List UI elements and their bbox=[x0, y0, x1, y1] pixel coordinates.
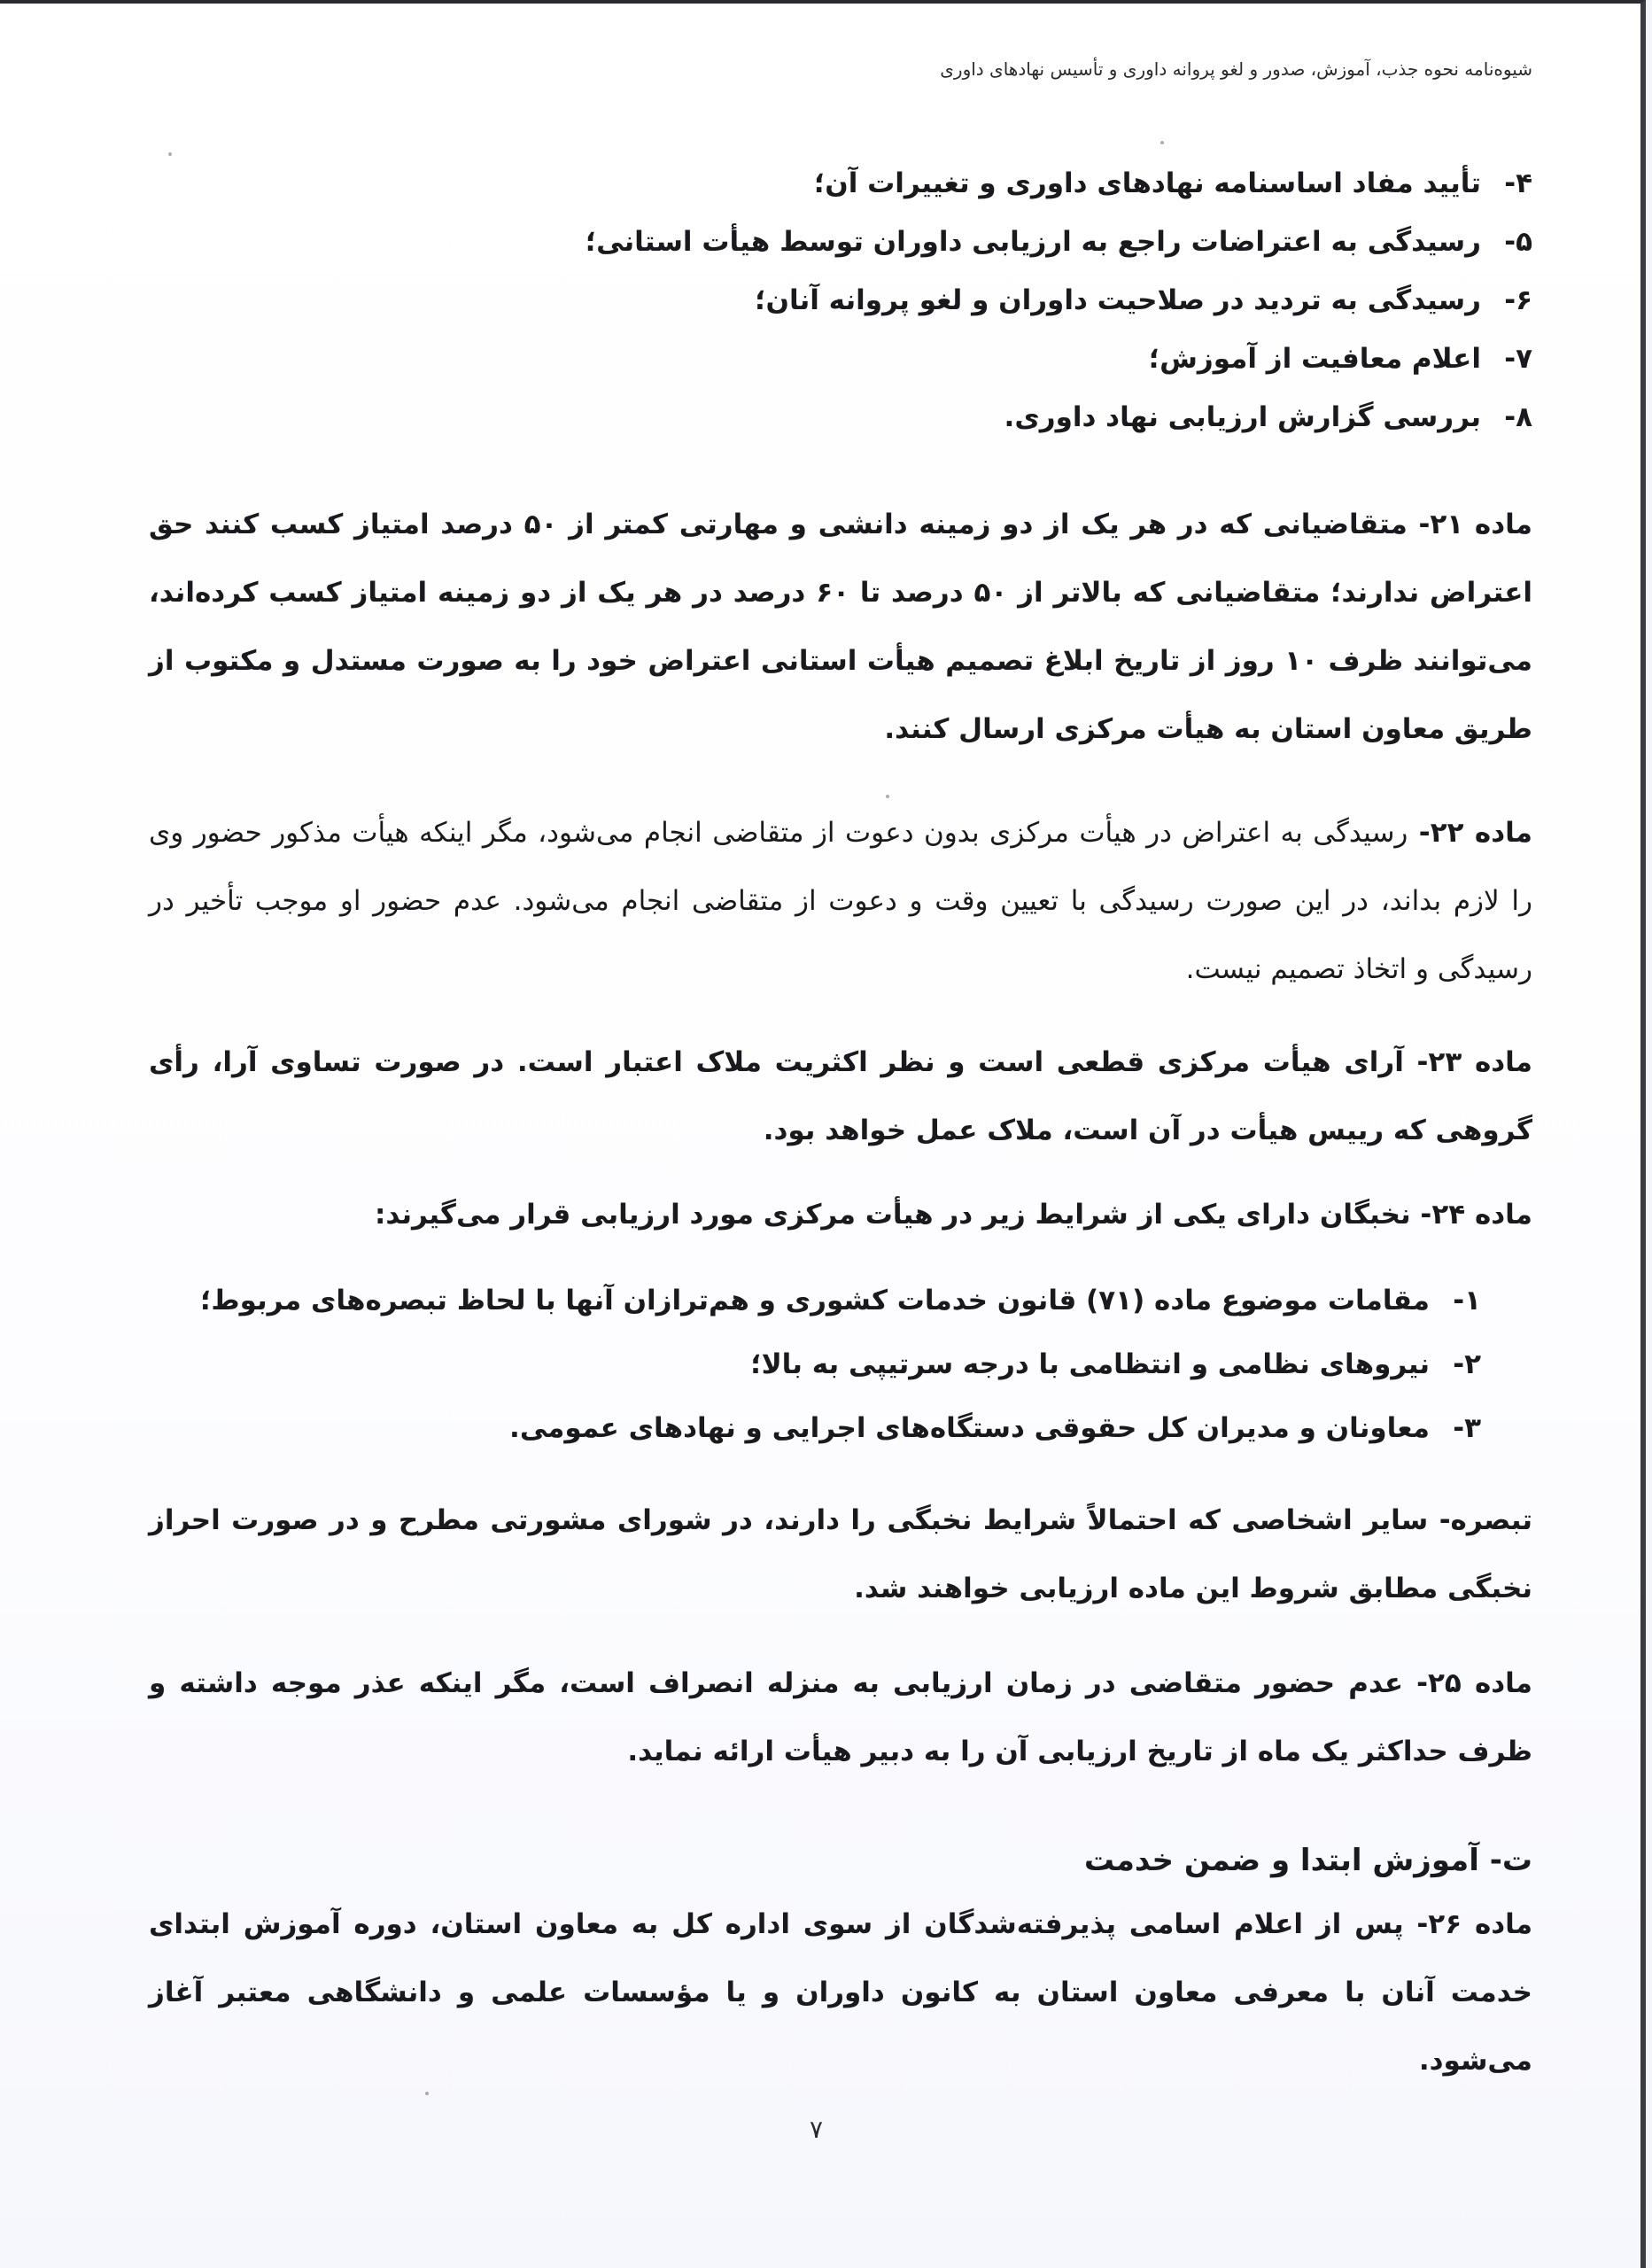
list-item-text: نیروهای نظامی و انتظامی با درجه سرتیپی به بالا؛ bbox=[750, 1348, 1430, 1380]
article-22-label: ماده ۲۲- bbox=[1408, 817, 1532, 849]
note bbox=[149, 1487, 1532, 1623]
article-25 bbox=[149, 1650, 1532, 1786]
list-item-number: ۷- bbox=[1504, 343, 1532, 375]
list-item-text: رسیدگی به تردید در صلاحیت داوران و لغو پروانه آنان؛ bbox=[755, 284, 1481, 316]
running-header: شیوه‌نامه نحوه جذب، آموزش، صدور و لغو پروانه داوری و تأسیس نهادهای داوری bbox=[940, 58, 1532, 80]
list-item-number: ۱- bbox=[1453, 1285, 1481, 1317]
article-24-label: ماده ۲۴- bbox=[1410, 1199, 1532, 1231]
article-26-paragraph bbox=[149, 1891, 1532, 2095]
list-item bbox=[149, 388, 1532, 447]
list-item-number: ۶- bbox=[1504, 284, 1532, 316]
list-item-text: تأیید مفاد اساسنامه نهادهای داوری و تغییرات آن؛ bbox=[813, 167, 1481, 199]
article-25-text: عدم حضور متقاضی در زمان ارزیابی به منزله انصراف است، مگر اینکه عذر موجه داشته و ظرف حداکثر یک ماه از تاریخ ارزیابی آن را به دبیر هیأت ارائه نماید. bbox=[149, 1667, 1532, 1767]
article-23-paragraph bbox=[149, 1029, 1532, 1165]
list-item-text: مقامات موضوع ماده (۷۱) قانون خدمات کشوری و هم‌ترازان آنها با لحاظ تبصره‌های مربوط؛ bbox=[200, 1285, 1430, 1317]
article-22-text: رسیدگی به اعتراض در هیأت مرکزی بدون دعوت از متقاضی انجام می‌شود، مگر اینکه هیأت مذکور حضور وی را لازم بداند، در این صورت رسیدگی با تعیین وقت و دعوت از متقاضی انجام می‌شود. عدم حضور او موجب تأخیر در رسیدگی و اتخاذ تصمیم نیست. bbox=[149, 817, 1532, 985]
list-item-number: ۲- bbox=[1453, 1348, 1481, 1380]
note-paragraph bbox=[149, 1487, 1532, 1623]
list-item bbox=[149, 1332, 1481, 1396]
list-item-text: اعلام معافیت از آموزش؛ bbox=[1148, 343, 1481, 375]
article-25-paragraph bbox=[149, 1650, 1532, 1786]
list-item-text: رسیدگی به اعتراضات راجع به ارزیابی داوران توسط هیأت استانی؛ bbox=[585, 226, 1481, 258]
article-24-text: نخبگان دارای یکی از شرایط زیر در هیأت مرکزی مورد ارزیابی قرار می‌گیرند: bbox=[375, 1199, 1411, 1231]
article-26 bbox=[149, 1891, 1532, 2095]
list-item bbox=[149, 271, 1532, 330]
article-21 bbox=[149, 491, 1532, 764]
list-item bbox=[149, 330, 1532, 388]
article-24 bbox=[149, 1181, 1532, 1460]
article-25-label: ماده ۲۵- bbox=[1403, 1667, 1532, 1699]
duties-list bbox=[149, 154, 1532, 447]
scan-speck bbox=[886, 795, 889, 798]
section-heading: ت- آموزش ابتدا و ضمن خدمت bbox=[1083, 1843, 1532, 1878]
list-item bbox=[149, 1396, 1481, 1460]
list-item-number: ۸- bbox=[1504, 401, 1532, 433]
list-item bbox=[149, 213, 1532, 271]
article-22 bbox=[149, 799, 1532, 1004]
article-24-paragraph bbox=[149, 1181, 1532, 1249]
list-item bbox=[149, 154, 1532, 213]
list-item bbox=[149, 1269, 1481, 1332]
article-26-label: ماده ۲۶- bbox=[1403, 1908, 1533, 1940]
scan-speck bbox=[1160, 141, 1164, 144]
elite-conditions-list bbox=[149, 1269, 1481, 1460]
article-23-text: آرای هیأت مرکزی قطعی است و نظر اکثریت ملاک اعتبار است. در صورت تساوی آرا، رأی گروهی که رییس هیأت در آن است، ملاک عمل خواهد بود. bbox=[149, 1046, 1532, 1146]
page-number: ۷ bbox=[810, 2115, 824, 2144]
scan-speck bbox=[168, 152, 172, 156]
page-content bbox=[149, 154, 1532, 2095]
article-21-paragraph bbox=[149, 491, 1532, 764]
article-21-text: متقاضیانی که در هر یک از دو زمینه دانشی و مهارتی کمتر از ۵۰ درصد امتیاز کسب کنند حق اعتراض ندارند؛ متقاضیانی که بالاتر از ۵۰ درصد تا ۶۰ درصد در هر یک از دو زمینه امتیاز کسب کرده‌اند، می‌توانند ظرف ۱۰ روز از تاریخ ابلاغ تصمیم هیأت استانی اعتراض خود را به صورت مستدل و مکتوب از طریق معاون استان به هیأت مرکزی ارسال کنند. bbox=[149, 509, 1532, 745]
article-23 bbox=[149, 1029, 1532, 1165]
note-label: تبصره- bbox=[1428, 1504, 1532, 1536]
list-item-number: ۴- bbox=[1504, 167, 1532, 199]
list-item-number: ۳- bbox=[1453, 1412, 1481, 1444]
list-item-text: معاونان و مدیران کل حقوقی دستگاه‌های اجرایی و نهادهای عمومی. bbox=[509, 1412, 1430, 1444]
article-26-text: پس از اعلام اسامی پذیرفته‌شدگان از سوی اداره کل به معاون استان، دوره آموزش ابتدای خدمت آنان با معرفی معاون استان به کانون داوران و یا مؤسسات علمی و دانشگاهی معتبر آغاز می‌شود. bbox=[149, 1908, 1532, 2077]
list-item-text: بررسی گزارش ارزیابی نهاد داوری. bbox=[1004, 401, 1481, 433]
article-21-label: ماده ۲۱- bbox=[1407, 509, 1532, 540]
note-text: سایر اشخاصی که احتمالاً شرایط نخبگی را دارند، در شورای مشورتی مطرح و در صورت احراز نخبگی مطابق شروط این ماده ارزیابی خواهند شد. bbox=[149, 1504, 1532, 1604]
list-item-number: ۵- bbox=[1504, 226, 1532, 258]
article-22-paragraph bbox=[149, 799, 1532, 1004]
scan-speck bbox=[425, 2092, 429, 2095]
article-23-label: ماده ۲۳- bbox=[1403, 1046, 1532, 1078]
